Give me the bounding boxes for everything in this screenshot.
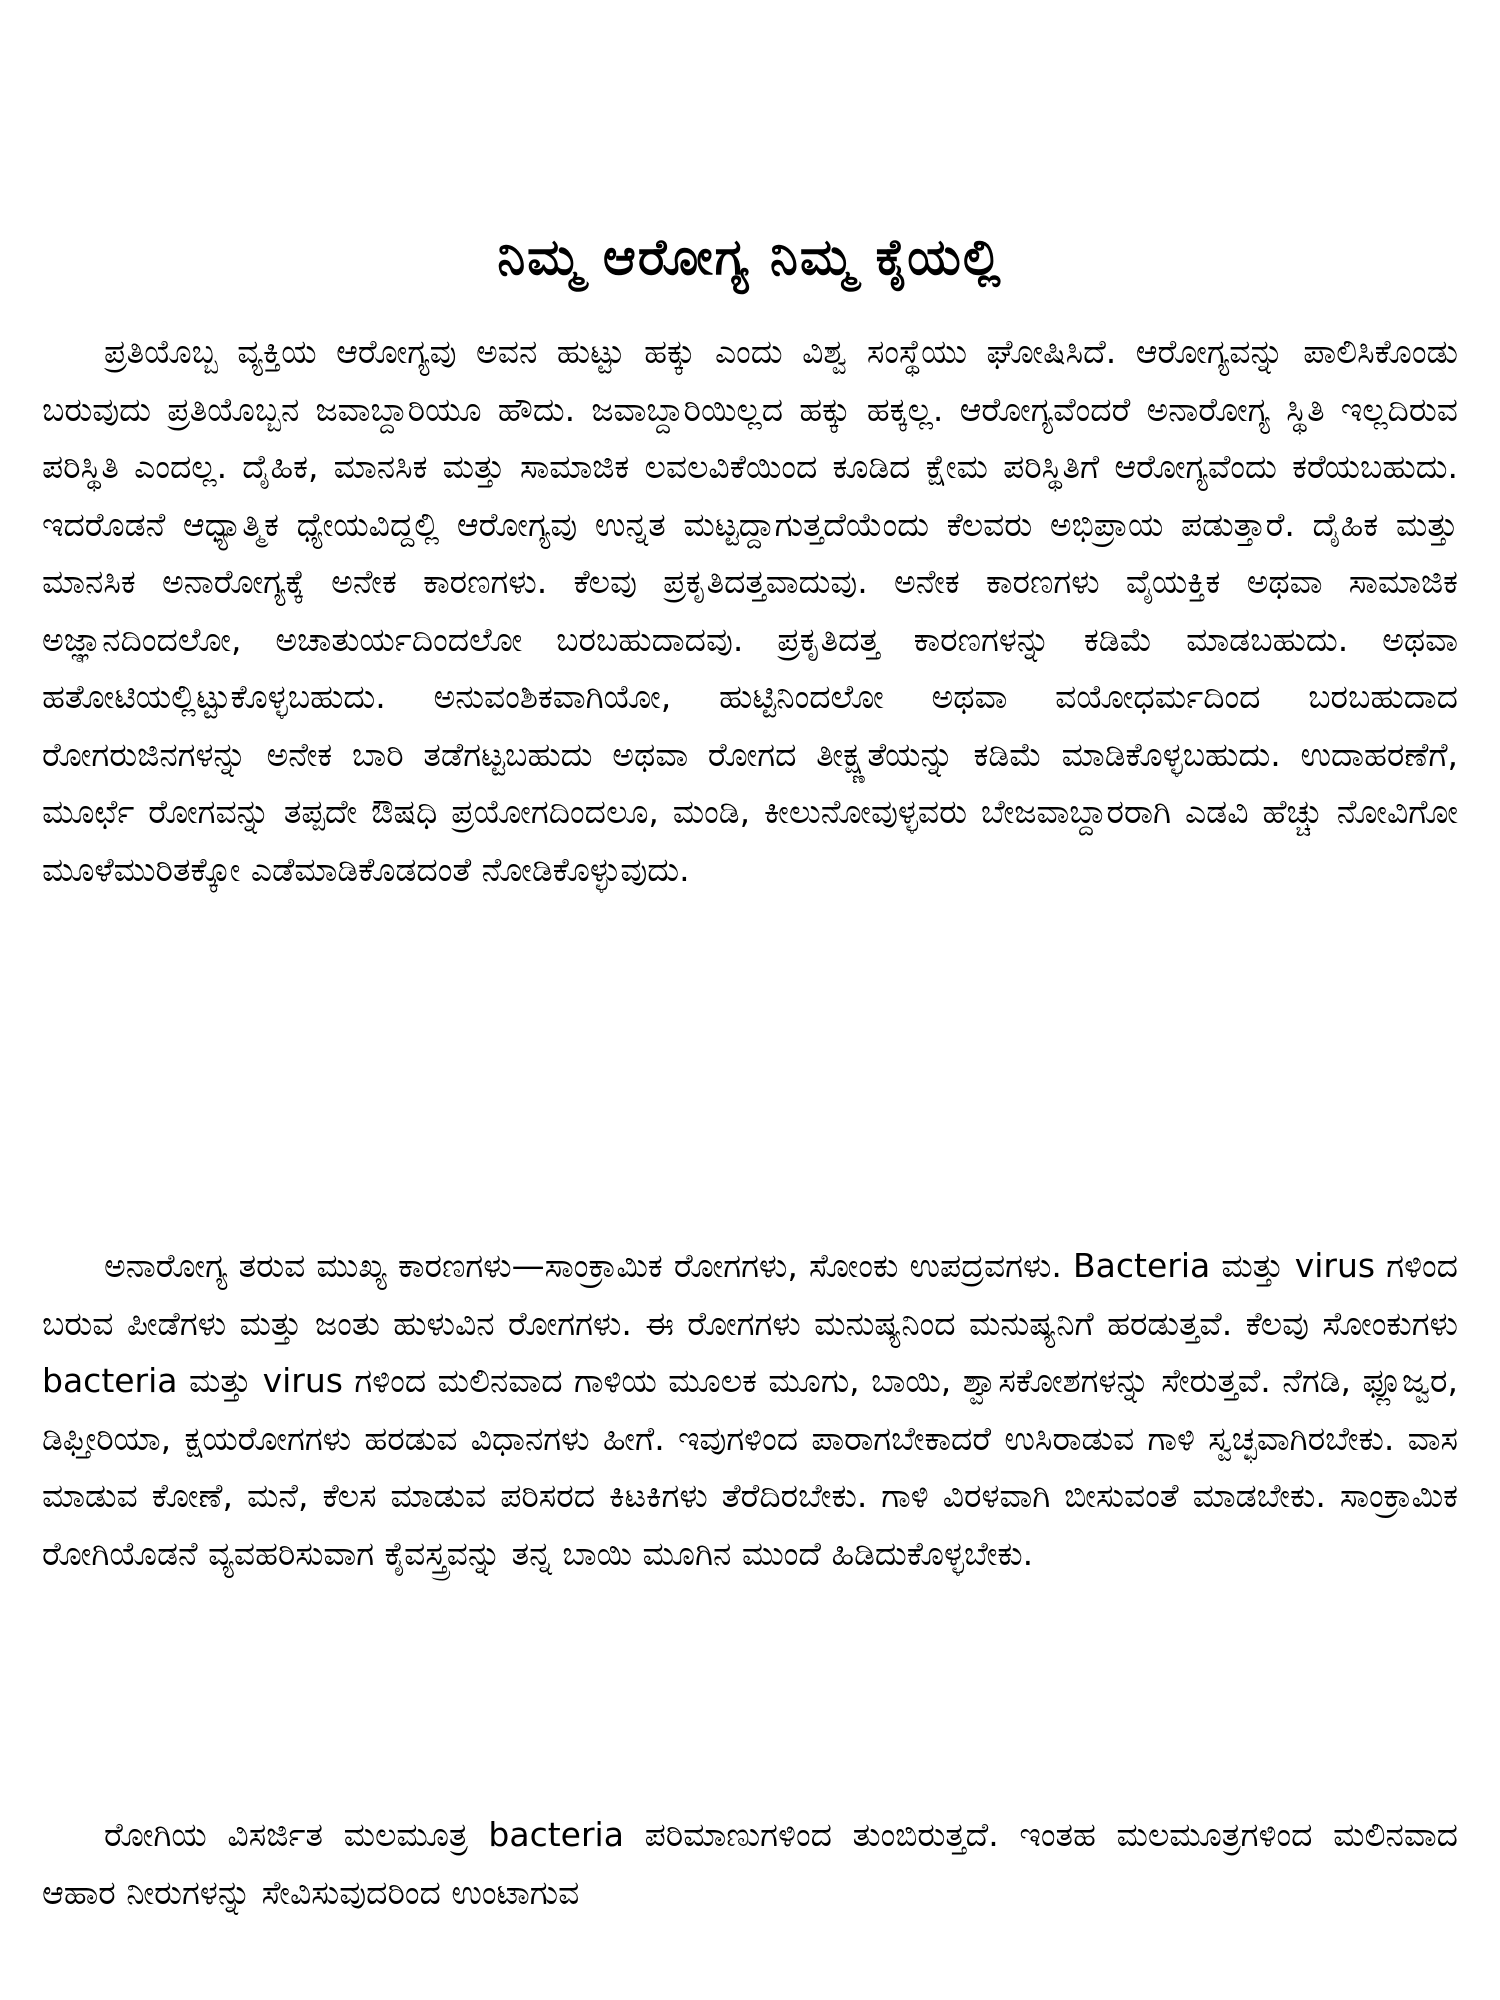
document-page (42, 0, 1458, 2000)
page-title: ನಿಮ್ಮ ಆರೋಗ್ಯ ನಿಮ್ಮ ಕೈಯಲ್ಲಿ (497, 228, 1003, 286)
paragraph-3: ರೋಗಿಯ ವಿಸರ್ಜಿತ ಮಲಮೂತ್ರ bacteria ಪರಿಮಾಣುಗಳಿಂದ ತುಂಬಿರುತ್ತದೆ. ಇಂತಹ ಮಲಮೂತ್ರಗಳಿಂದ ಮಲಿನವಾದ ಆಹಾರ ನೀರುಗಳನ್ನು ಸೇವಿಸುವುದರಿಂದ ಉಂಟಾಗುವ (42, 1815, 1458, 1912)
paragraph-2: ಅನಾರೋಗ್ಯ ತರುವ ಮುಖ್ಯ ಕಾರಣಗಳು—ಸಾಂಕ್ರಾಮಿಕ ರೋಗಗಳು, ಸೋಂಕು ಉಪದ್ರವಗಳು. Bacteria ಮತ್ತು virus ಗಳಿಂದ ಬರುವ ಪೀಡೆಗಳು ಮತ್ತು ಜಂತು ಹುಳುವಿನ ರೋಗಗಳು. ಈ ರೋಗಗಳು ಮನುಷ್ಯನಿಂದ ಮನುಷ್ಯನಿಗೆ ಹರಡುತ್ತವೆ. ಕೆಲವು ಸೋಂಕುಗಳು bacteria ಮತ್ತು virus ಗಳಿಂದ ಮಲಿನವಾದ ಗಾಳಿಯ ಮೂಲಕ ಮೂಗು, ಬಾಯಿ, ಶ್ವಾಸಕೋಶಗಳನ್ನು ಸೇರುತ್ತವೆ. ನೆಗಡಿ, ಫ್ಲೂಜ್ವರ, ಡಿಫ್ತೀರಿಯಾ, ಕ್ಷಯರೋಗಗಳು ಹರಡುವ ವಿಧಾನಗಳು ಹೀಗೆ. ಇವುಗಳಿಂದ ಪಾರಾಗಬೇಕಾದರೆ ಉಸಿರಾಡುವ ಗಾಳಿ ಸ್ವಚ್ಛವಾಗಿರಬೇಕು. ವಾಸ ಮಾಡುವ ಕೋಣೆ, ಮನೆ, ಕೆಲಸ ಮಾಡುವ ಪರಿಸರದ ಕಿಟಕಿಗಳು ತೆರೆದಿರಬೇಕು. ಗಾಳಿ ವಿರಳವಾಗಿ ಬೀಸುವಂತೆ ಮಾಡಬೇಕು. ಸಾಂಕ್ರಾಮಿಕ ರೋಗಿಯೊಡನೆ ವ್ಯವಹರಿಸುವಾಗ ಕೈವಸ್ತ್ರವನ್ನು ತನ್ನ ಬಾಯಿ ಮೂಗಿನ ಮುಂದೆ ಹಿಡಿದುಕೊಳ್ಳಬೇಕು. (42, 1246, 1458, 1573)
paragraph-1: ಪ್ರತಿಯೊಬ್ಬ ವ್ಯಕ್ತಿಯ ಆರೋಗ್ಯವು ಅವನ ಹುಟ್ಟು ಹಕ್ಕು ಎಂದು ವಿಶ್ವ ಸಂಸ್ಥೆಯು ಘೋಷಿಸಿದೆ. ಆರೋಗ್ಯವನ್ನು ಪಾಲಿಸಿಕೊಂಡು ಬರುವುದು ಪ್ರತಿಯೊಬ್ಬನ ಜವಾಬ್ದಾರಿಯೂ ಹೌದು. ಜವಾಬ್ದಾರಿಯಿಲ್ಲದ ಹಕ್ಕು ಹಕ್ಕಲ್ಲ. ಆರೋಗ್ಯವೆಂದರೆ ಅನಾರೋಗ್ಯ ಸ್ಥಿತಿ ಇಲ್ಲದಿರುವ ಪರಿಸ್ಥಿತಿ ಎಂದಲ್ಲ. ದೈಹಿಕ, ಮಾನಸಿಕ ಮತ್ತು ಸಾಮಾಜಿಕ ಲವಲವಿಕೆಯಿಂದ ಕೂಡಿದ ಕ್ಷೇಮ ಪರಿಸ್ಥಿತಿಗೆ ಆರೋಗ್ಯವೆಂದು ಕರೆಯಬಹುದು. ಇದರೊಡನೆ ಆಧ್ಯಾತ್ಮಿಕ ಧ್ಯೇಯವಿದ್ದಲ್ಲಿ ಆರೋಗ್ಯವು ಉನ್ನತ ಮಟ್ಟದ್ದಾಗುತ್ತದೆಯೆಂದು ಕೆಲವರು ಅಭಿಪ್ರಾಯ ಪಡುತ್ತಾರೆ. ದೈಹಿಕ ಮತ್ತು ಮಾನಸಿಕ ಅನಾರೋಗ್ಯಕ್ಕೆ ಅನೇಕ ಕಾರಣಗಳು. ಕೆಲವು ಪ್ರಕೃತಿದತ್ತವಾದುವು. ಅನೇಕ ಕಾರಣಗಳು ವೈಯಕ್ತಿಕ ಅಥವಾ ಸಾಮಾಜಿಕ ಅಜ್ಞಾನದಿಂದಲೋ, ಅಚಾತುರ್ಯದಿಂದಲೋ ಬರಬಹುದಾದವು. ಪ್ರಕೃತಿದತ್ತ ಕಾರಣಗಳನ್ನು ಕಡಿಮೆ ಮಾಡಬಹುದು. ಅಥವಾ ಹತೋಟಿಯಲ್ಲಿಟ್ಟುಕೊಳ್ಳಬಹುದು. ಅನುವಂಶಿಕವಾಗಿಯೋ, ಹುಟ್ಟಿನಿಂದಲೋ ಅಥವಾ ವಯೋಧರ್ಮದಿಂದ ಬರಬಹುದಾದ ರೋಗರುಜಿನಗಳನ್ನು ಅನೇಕ ಬಾರಿ ತಡೆಗಟ್ಟಬಹುದು ಅಥವಾ ರೋಗದ ತೀಕ್ಷ್ಣತೆಯನ್ನು ಕಡಿಮೆ ಮಾಡಿಕೊಳ್ಳಬಹುದು. ಉದಾಹರಣೆಗೆ, ಮೂರ್ಛೆ ರೋಗವನ್ನು ತಪ್ಪದೇ ಔಷಧಿ ಪ್ರಯೋಗದಿಂದಲೂ, ಮಂಡಿ, ಕೀಲುನೋವುಳ್ಳವರು ಬೇಜವಾಬ್ದಾರರಾಗಿ ಎಡವಿ ಹೆಚ್ಚು ನೋವಿಗೋ ಮೂಳೆಮುರಿತಕ್ಕೋ ಎಡೆಮಾಡಿಕೊಡದಂತೆ ನೋಡಿಕೊಳ್ಳುವುದು. (42, 332, 1458, 889)
